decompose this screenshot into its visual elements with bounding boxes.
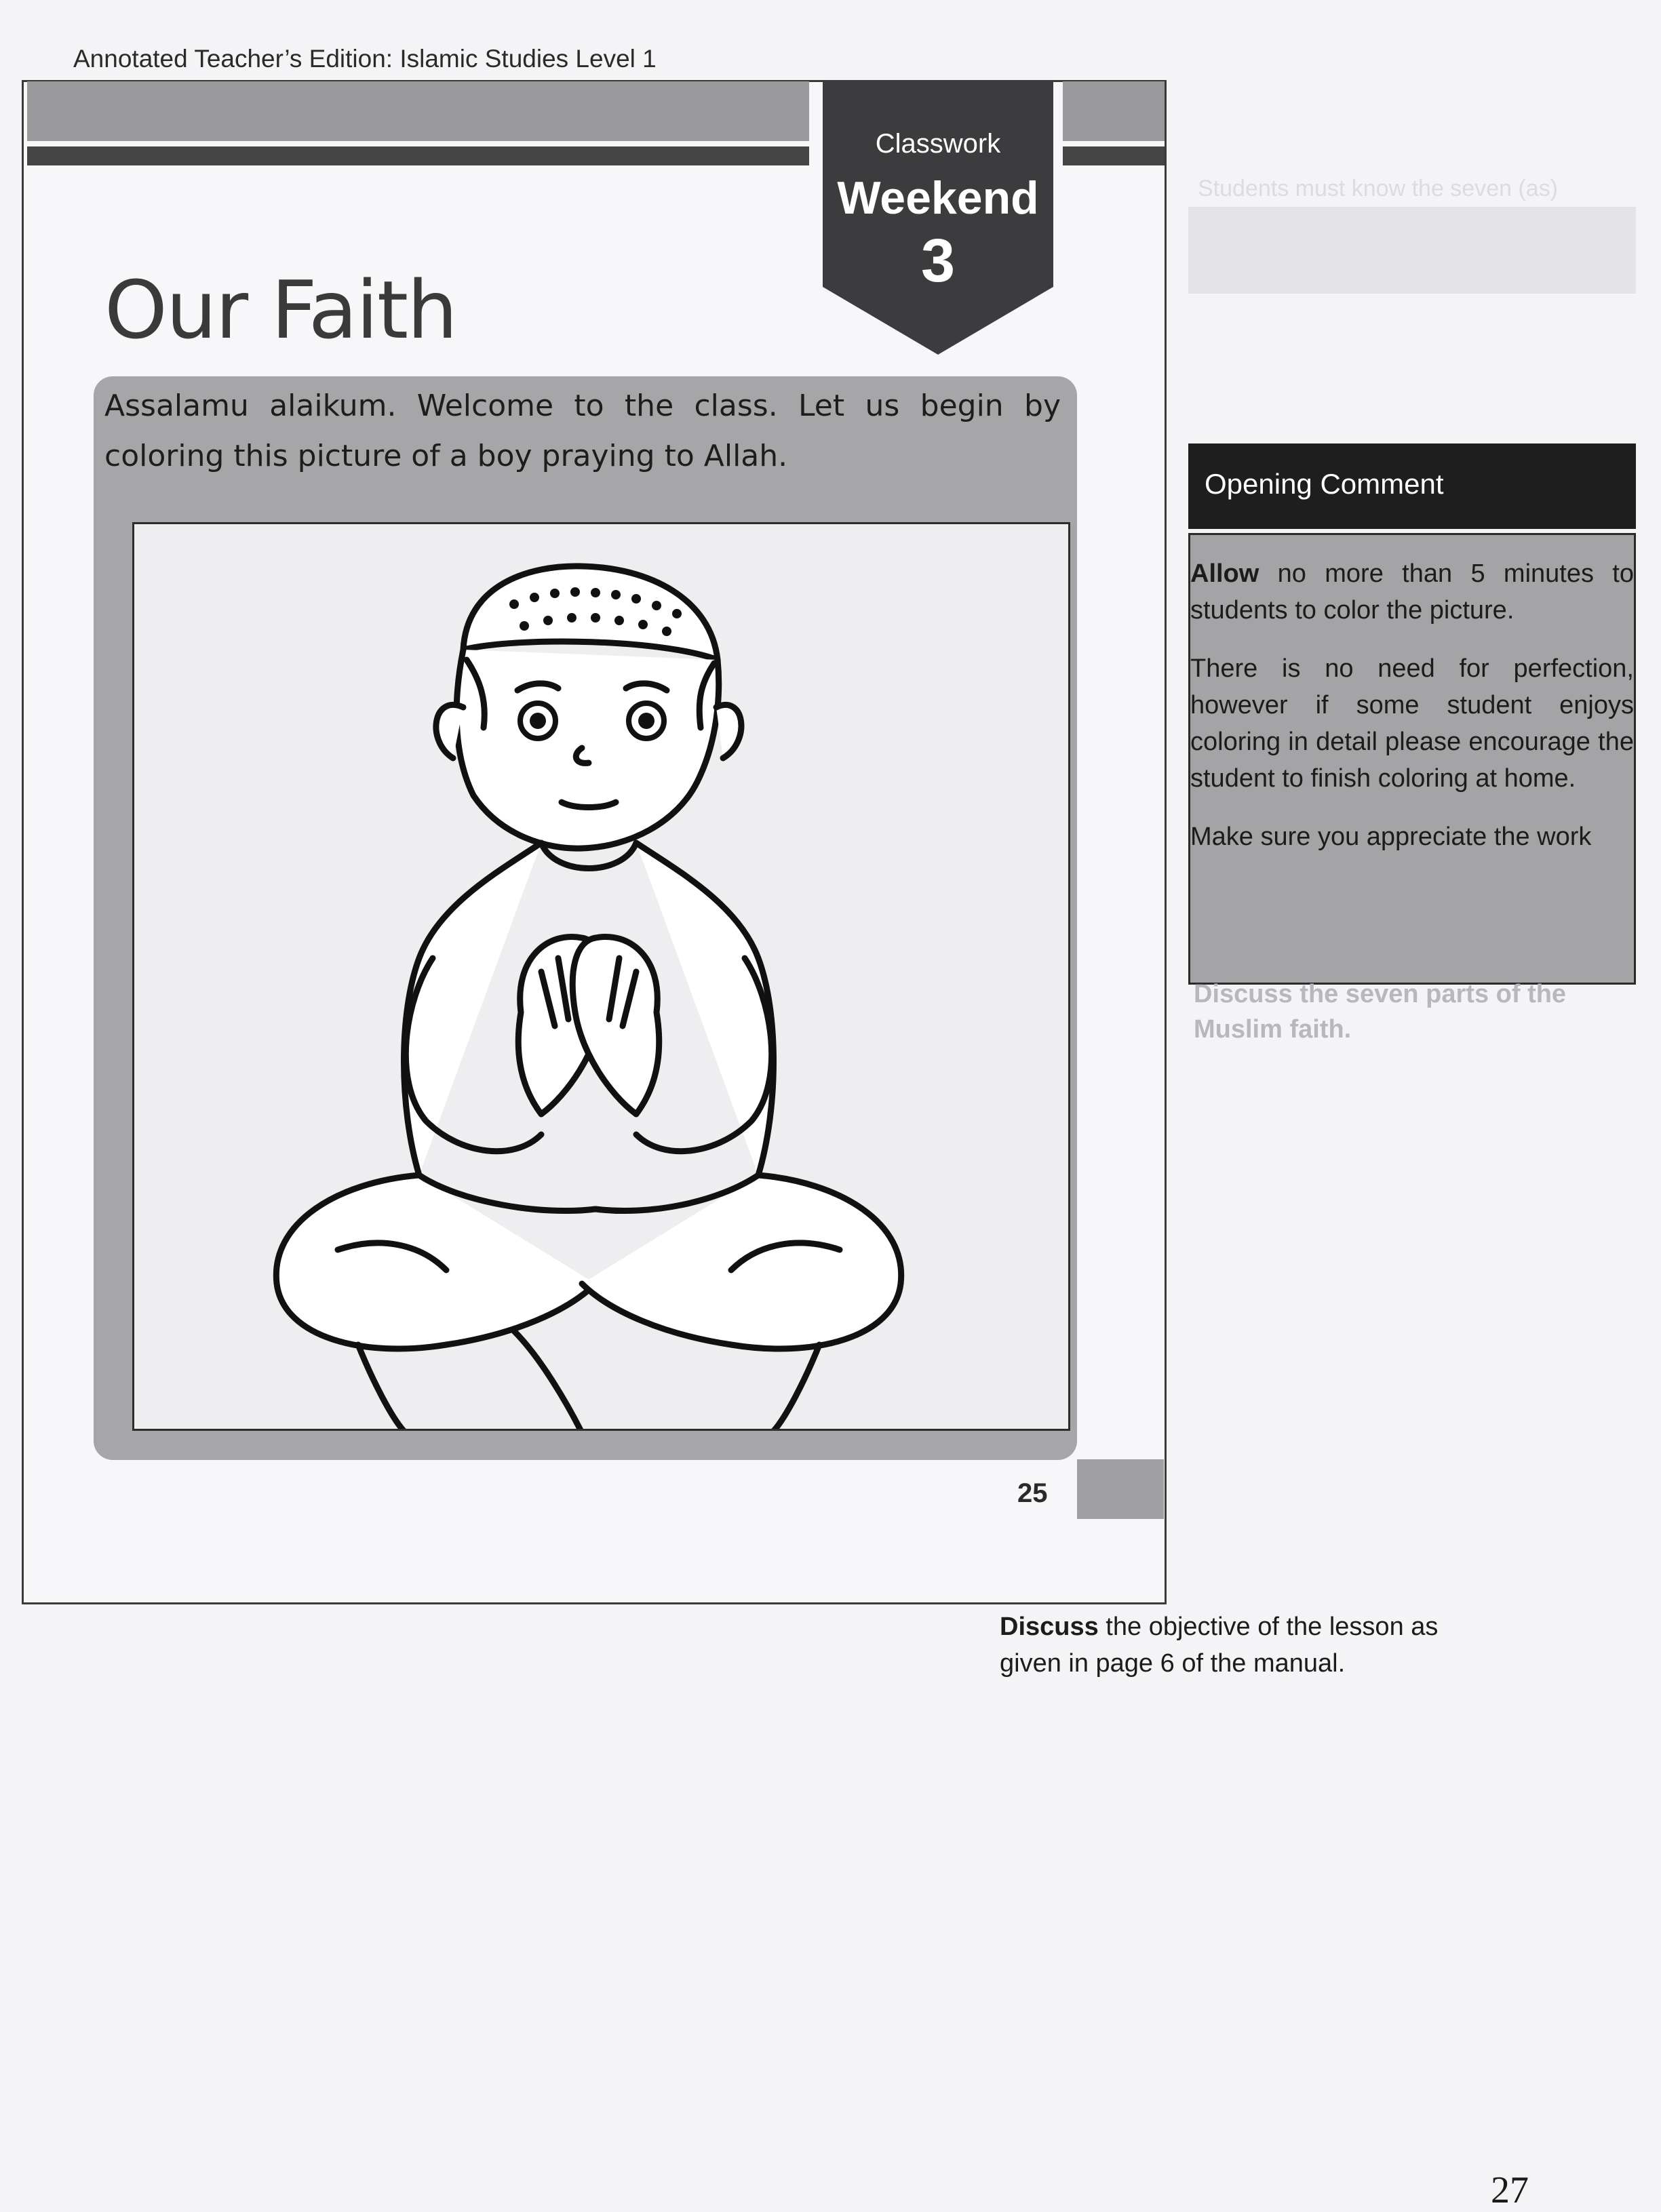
intro-text: Assalamu alaikum. Welcome to the class. Let us begin by coloring this picture of a boy praying to Allah. [104,389,1061,473]
comment-bold: Allow [1190,559,1259,588]
tag-weekend: Weekend [837,172,1039,224]
tag-classwork: Classwork [875,129,1001,159]
ghost-block [1188,207,1636,294]
comment-paragraph-3: Make sure you appreciate the work [1190,823,1592,851]
folio-number: 27 [1491,2169,1529,2211]
opening-comment-body [1188,533,1636,985]
ghost-text-top: Students must know the seven (as) [1198,176,1559,201]
ghost-text-bottom: Discuss the seven parts of the Muslim faith. [1194,980,1567,1044]
discuss-note [1000,1608,1474,1682]
header-band-gray-right [1063,81,1165,141]
header-band-dark-right [1063,146,1165,165]
coloring-picture [132,522,1070,1431]
tag-number: 3 [920,227,956,295]
header-band-gray [27,81,809,141]
comment-paragraph-2: There is no need for perfection, however if some student enjoys coloring in detail please encourage the student to finish coloring at home. [1190,654,1634,793]
page-number-tab [1077,1459,1164,1519]
comment-text: no more than 5 minutes to students to color the picture. [1190,559,1634,625]
page-number: 25 [1017,1478,1048,1508]
header-band-dark [27,146,809,165]
opening-comment-header: Opening Comment [1188,443,1636,529]
discuss-text: the objective of the lesson as given in page 6 of the manual. [1000,1613,1439,1678]
discuss-bold: Discuss [1000,1613,1099,1641]
boy-praying-illustration [134,524,1070,1431]
comment-paragraph [1190,555,1634,629]
lesson-title: Our Faith [104,263,456,357]
running-header: Annotated Teacher’s Edition: Islamic Studies Level 1 [73,45,657,73]
weekend-tag [823,80,1053,358]
